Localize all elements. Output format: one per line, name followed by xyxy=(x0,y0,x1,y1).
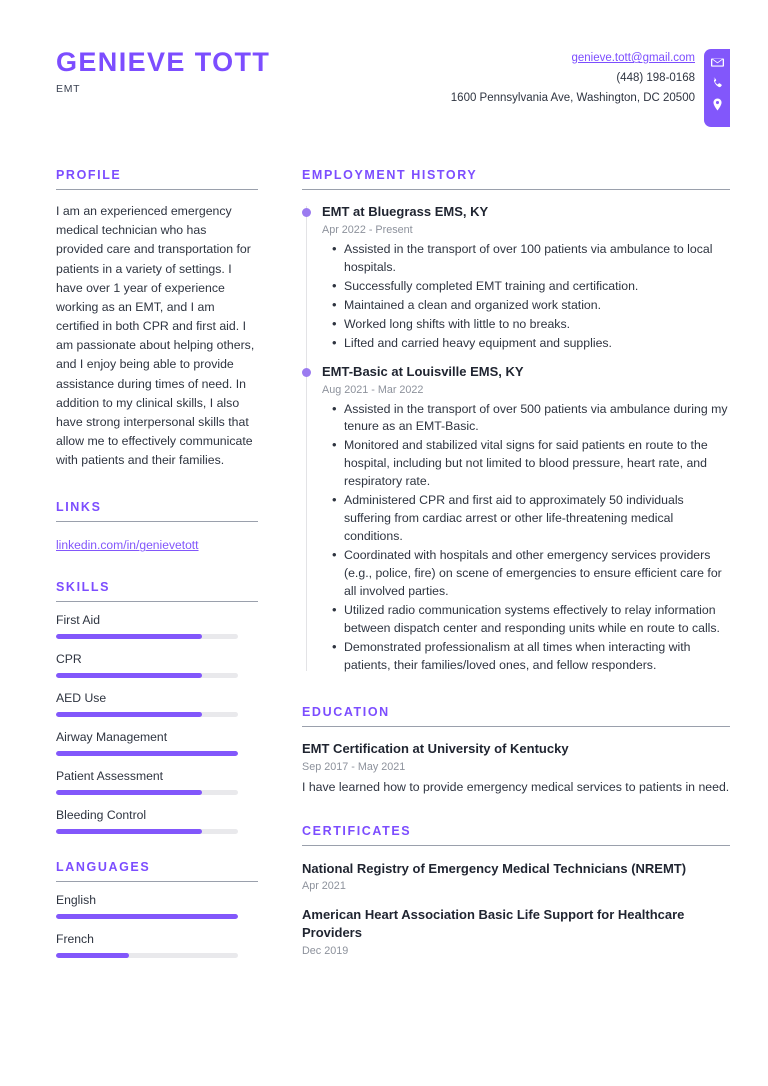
candidate-name: GENIEVE TOTT xyxy=(56,47,271,77)
section-profile xyxy=(56,168,256,470)
skill-label: Airway Management xyxy=(56,730,168,745)
job-date: Apr 2022 - Present xyxy=(322,223,413,236)
identity-block xyxy=(56,46,270,95)
job-bullet: • Successfully completed EMT training and certification. xyxy=(344,278,730,296)
section-employment xyxy=(302,168,730,675)
skill-bar-track xyxy=(56,634,238,639)
section-heading-links: LINKS xyxy=(56,500,258,522)
language-bar-fill xyxy=(56,914,238,919)
job-bullet: • Worked long shifts with little to no breaks. xyxy=(344,316,730,334)
phone-icon xyxy=(711,77,724,90)
skills-list xyxy=(56,613,256,834)
contact-address: 1600 Pennsylvania Ave, Washington, DC 20500 xyxy=(450,91,695,104)
skill-item xyxy=(56,613,256,639)
candidate-job-title: EMT xyxy=(56,82,81,95)
envelope-icon xyxy=(711,56,724,69)
skill-item xyxy=(56,691,256,717)
job-bullets xyxy=(322,241,730,353)
certificate-entry xyxy=(302,906,730,956)
section-languages xyxy=(56,860,256,958)
language-bar-track xyxy=(56,914,238,919)
section-heading-employment: EMPLOYMENT HISTORY xyxy=(302,168,730,190)
contact-phone: (448) 198-0168 xyxy=(616,71,695,84)
skill-bar-track xyxy=(56,712,238,717)
contact-email-row xyxy=(451,49,695,69)
job-bullets xyxy=(322,401,730,675)
job-bullet: • Assisted in the transport of over 500 patients via ambulance during my tenure as an EMT-Basic. xyxy=(344,401,730,437)
skill-label: First Aid xyxy=(56,613,101,628)
skill-bar-track xyxy=(56,790,238,795)
link-linkedin[interactable]: linkedin.com/in/genievetott xyxy=(56,538,199,553)
profile-text: I am an experienced emergency medical technician who has provided care and transportation for patients in a variety of settings. I have over 1 year of experience working as an EMT, and I am certified in both CPR and first aid. I am passionate about helping others, and I enjoy being able to provide assistance during times of need. In addition to my clinical skills, I also have strong interpersonal skills that allow me to effectively communicate with patients and their families. xyxy=(56,204,255,468)
section-heading-education: EDUCATION xyxy=(302,705,730,727)
skill-item xyxy=(56,652,256,678)
skill-label: Patient Assessment xyxy=(56,769,164,784)
job-date: Aug 2021 - Mar 2022 xyxy=(322,383,424,396)
contact-block xyxy=(451,46,730,127)
job-title: EMT-Basic at Louisville EMS, KY xyxy=(322,363,524,379)
language-bar-track xyxy=(56,953,238,958)
links-list xyxy=(56,536,256,554)
job-bullet: • Assisted in the transport of over 100 patients via ambulance to local hospitals. xyxy=(344,241,730,277)
section-links xyxy=(56,500,256,554)
section-education xyxy=(302,705,730,796)
main-column xyxy=(302,168,730,957)
job-bullet: • Coordinated with hospitals and other emergency services providers (e.g., police, fire) on scene of emergencies to ensure efficient care for all involved parties. xyxy=(344,547,730,601)
section-heading-skills: SKILLS xyxy=(56,580,258,602)
languages-list xyxy=(56,893,256,958)
employment-entry xyxy=(322,364,730,675)
job-bullet: • Monitored and stabilized vital signs for said patients en route to the hospital, including but not limited to blood pressure, heart rate, and respiratory rate. xyxy=(344,437,730,491)
contact-email[interactable]: genieve.tott@gmail.com xyxy=(571,52,695,64)
section-heading-certificates: CERTIFICATES xyxy=(302,824,730,846)
certificate-entry xyxy=(302,860,730,893)
timeline-dot-icon xyxy=(302,208,311,217)
skill-label: CPR xyxy=(56,652,82,667)
education-description: I have learned how to provide emergency medical services to patients in need. xyxy=(302,779,730,794)
section-skills xyxy=(56,580,256,834)
language-item xyxy=(56,932,256,958)
timeline-dot-icon xyxy=(302,368,311,377)
skill-item xyxy=(56,769,256,795)
location-pin-icon xyxy=(711,98,724,111)
education-entry xyxy=(302,741,730,796)
contact-icon-tab xyxy=(704,49,730,127)
section-heading-profile: PROFILE xyxy=(56,168,258,190)
job-bullet: • Utilized radio communication systems effectively to relay information between dispatch center and responding units while en route to calls. xyxy=(344,602,730,638)
skill-label: AED Use xyxy=(56,691,107,706)
employment-entry xyxy=(322,204,730,353)
skill-item xyxy=(56,808,256,834)
employment-timeline xyxy=(302,204,730,675)
job-bullet: • Demonstrated professionalism at all times when interacting with patients, their families/loved ones, and fellow responders. xyxy=(344,639,730,675)
skill-bar-fill xyxy=(56,790,202,795)
skill-bar-track xyxy=(56,829,238,834)
skill-bar-fill xyxy=(56,829,202,834)
certificate-date: Dec 2019 xyxy=(302,944,349,957)
certificate-title: American Heart Association Basic Life Support for Healthcare Providers xyxy=(302,907,685,940)
skill-bar-fill xyxy=(56,712,202,717)
language-label: French xyxy=(56,932,94,947)
language-item xyxy=(56,893,256,919)
education-title: EMT Certification at University of Kentucky xyxy=(302,740,569,756)
certificate-title: National Registry of Emergency Medical Technicians (NREMT) xyxy=(302,860,687,876)
skill-bar-fill xyxy=(56,751,238,756)
certificate-date: Apr 2021 xyxy=(302,880,346,893)
job-bullet: • Lifted and carried heavy equipment and supplies. xyxy=(344,335,730,353)
skill-label: Bleeding Control xyxy=(56,808,147,823)
language-bar-fill xyxy=(56,953,129,958)
job-bullet: • Maintained a clean and organized work station. xyxy=(344,297,730,315)
section-certificates xyxy=(302,824,730,957)
job-title: EMT at Bluegrass EMS, KY xyxy=(322,204,489,219)
skill-bar-fill xyxy=(56,673,202,678)
skill-bar-track xyxy=(56,751,238,756)
language-label: English xyxy=(56,893,96,908)
skill-bar-track xyxy=(56,673,238,678)
resume-header xyxy=(56,46,730,127)
job-bullet: • Administered CPR and first aid to approximately 50 individuals suffering from cardiac arrest or other life-threatening medical conditions. xyxy=(344,492,730,546)
section-heading-languages: LANGUAGES xyxy=(56,860,258,882)
contact-lines xyxy=(451,49,704,108)
skill-item xyxy=(56,730,256,756)
sidebar-column xyxy=(56,168,256,971)
skill-bar-fill xyxy=(56,634,202,639)
education-date: Sep 2017 - May 2021 xyxy=(302,760,406,773)
